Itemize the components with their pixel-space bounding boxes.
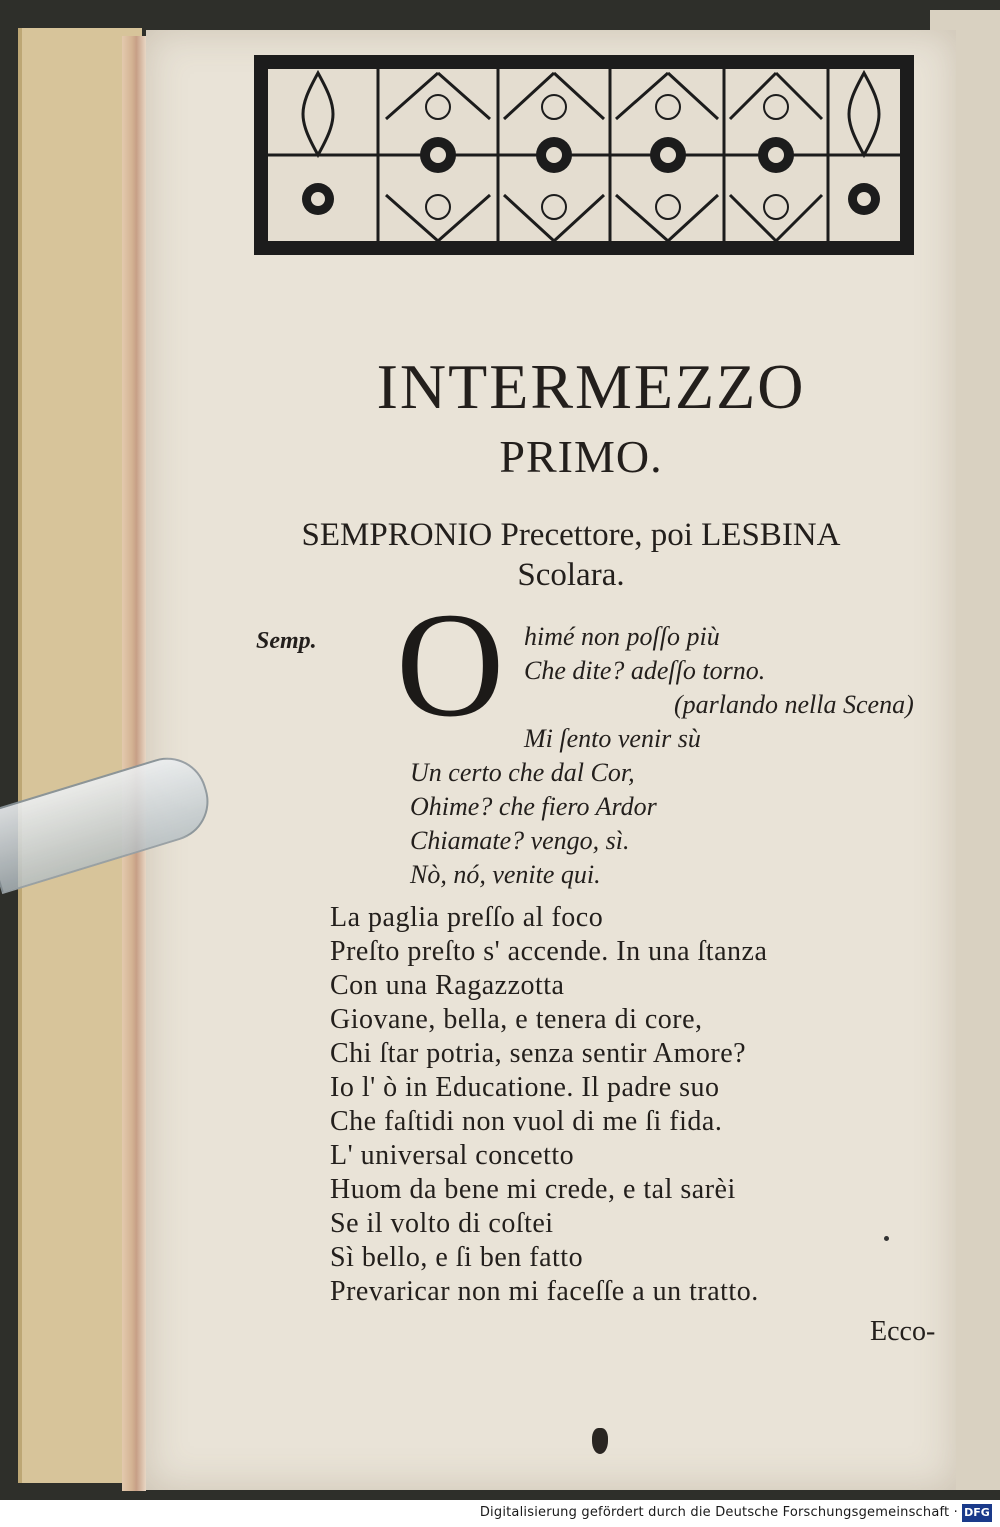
verse-line: Un certo che dal Cor, [410,758,635,787]
text-line: Se il volto di coſtei [330,1208,554,1239]
verse-line: himé non poſſo più [524,622,720,651]
ornamental-headpiece [254,55,914,255]
text-line: Prevaricar non mi faceſſe a un tratto. [330,1276,759,1307]
ink-speck [884,1236,889,1241]
text-line: Che faſtidi non vuol di me ſi fida. [330,1106,723,1137]
cast-line: Scolara. [517,557,625,593]
footer-bar [0,1500,1000,1527]
text-line: La paglia preſſo al foco [330,902,604,933]
book-page [146,30,956,1490]
text-line: Chi ſtar potria, senza sentir Amore? [330,1038,747,1069]
text-line: Preſto preſto s' accende. In una ſtanza [330,936,768,967]
headpiece-pattern-icon [258,59,910,251]
text-line: Huom da bene mi crede, e tal sarèi [330,1174,736,1205]
cast-list [206,515,936,595]
stage-direction: (parlando nella Scena) [674,690,914,719]
verse-line: Ohime? che fiero Ardor [410,792,657,821]
library-stamp-icon [592,1428,608,1454]
dfg-logo-icon: DFG [962,1504,992,1522]
text-line: Io l' ò in Educatione. Il padre suo [330,1072,720,1103]
text-line: Giovane, bella, e tenera di core, [330,1004,703,1035]
verse-line: Chiamate? vengo, sì. [410,826,630,855]
funding-credit: Digitalisierung gefördert durch die Deutsche Forschungsgemeinschaft · [479,1505,958,1520]
text-line: L' universal concetto [330,1140,575,1171]
verse-line: Che dite? adeſſo torno. [524,656,766,685]
catchword: Ecco- [870,1316,936,1347]
text-line: Con una Ragazzotta [330,970,565,1001]
text-line: Sì bello, e ſi ben fatto [330,1242,584,1273]
verse-line: Mi ſento venir sù [524,724,701,753]
cast-line: SEMPRONIO Precettore, poi LESBINA [301,517,841,553]
heading-primo: PRIMO. [499,431,663,482]
heading-intermezzo: INTERMEZZO [376,351,806,422]
verse-line: Nò, nó, venite qui. [410,860,601,889]
speaker-label: Semp. [256,628,317,654]
drop-capital: O [396,582,505,748]
